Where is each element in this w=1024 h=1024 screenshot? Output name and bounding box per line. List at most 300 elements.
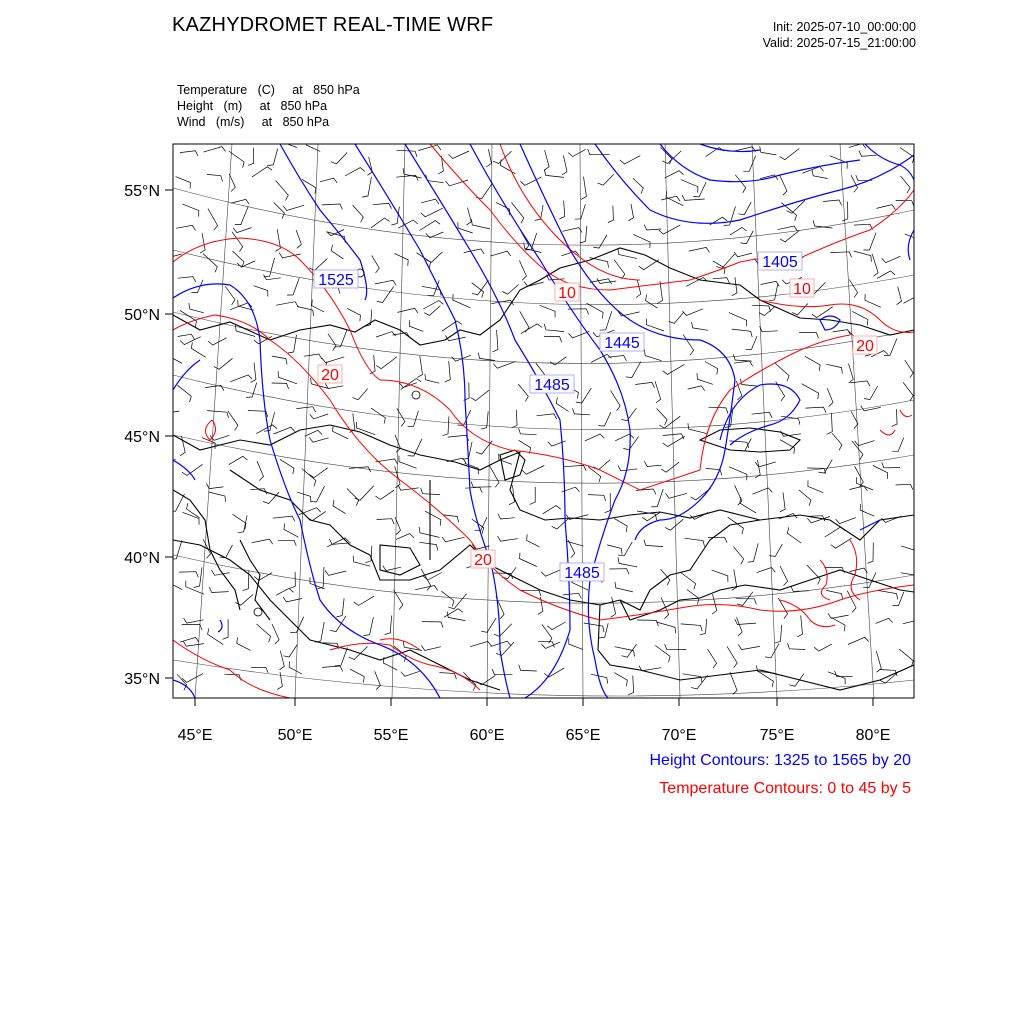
wind-barb xyxy=(267,149,277,166)
wind-barb xyxy=(399,456,417,469)
wind-barb xyxy=(780,566,788,586)
wind-barb xyxy=(421,646,441,651)
wind-barb xyxy=(453,294,471,308)
wind-barb xyxy=(896,484,913,490)
wind-barb xyxy=(315,622,324,642)
wind-barb xyxy=(665,171,684,178)
wind-barb xyxy=(827,413,833,434)
wind-barb xyxy=(646,295,658,309)
wind-barb xyxy=(233,514,247,529)
wind-barb xyxy=(608,206,614,223)
wind-barb xyxy=(471,482,491,488)
wind-barb xyxy=(304,354,322,359)
wind-barb xyxy=(681,624,703,631)
wind-barb xyxy=(376,357,397,369)
wind-barb xyxy=(520,311,529,332)
wind-barb xyxy=(732,277,737,296)
wind-barb xyxy=(229,174,235,192)
wind-barb xyxy=(738,202,751,215)
wind-barb xyxy=(544,337,562,343)
wind-barb xyxy=(352,389,367,400)
temperature-contour-legend: Temperature Contours: 0 to 45 by 5 xyxy=(659,780,911,797)
wind-barb xyxy=(200,233,205,253)
wind-barb xyxy=(655,381,661,403)
lon-label-70: 70°E xyxy=(661,727,697,744)
wind-barb xyxy=(354,596,375,605)
wind-barb xyxy=(512,203,524,224)
wind-barb xyxy=(807,565,820,585)
wind-barb xyxy=(818,460,832,474)
temperature-contour-labels xyxy=(318,279,877,569)
wind-barb xyxy=(180,151,198,156)
temperature-label-20-south: 20 xyxy=(474,552,492,569)
wind-barb xyxy=(792,304,808,315)
wind-barb xyxy=(639,666,661,671)
wind-barb xyxy=(689,247,710,252)
wind-barb xyxy=(248,148,254,166)
wind-barb xyxy=(728,517,744,534)
wind-barb xyxy=(458,222,473,233)
wind-barb xyxy=(644,461,661,466)
wind-barb xyxy=(618,542,632,556)
wind-barb xyxy=(852,311,868,325)
wind-barb xyxy=(498,536,518,541)
wind-barb xyxy=(752,412,772,417)
wind-barb xyxy=(775,625,782,643)
wind-barb xyxy=(621,408,636,421)
wind-barb xyxy=(401,671,420,676)
wind-barb xyxy=(540,305,556,317)
wind-barb xyxy=(857,477,874,490)
wind-barb xyxy=(375,671,381,689)
wind-barb xyxy=(397,150,418,157)
wind-barb xyxy=(375,280,396,285)
wind-barb xyxy=(207,411,229,418)
wind-barb xyxy=(688,423,708,434)
wind-barb xyxy=(568,149,586,156)
wind-barb xyxy=(502,284,518,294)
wind-barb xyxy=(636,280,641,298)
wind-barb xyxy=(541,642,560,648)
wind-barb xyxy=(644,225,661,230)
wind-barb xyxy=(183,641,204,646)
wind-barb xyxy=(808,480,823,492)
wind-barb xyxy=(877,271,895,279)
wind-barb xyxy=(423,301,443,310)
temperature-label-20-east: 20 xyxy=(856,338,874,355)
wind-barb xyxy=(705,362,718,375)
wind-barb xyxy=(287,278,299,295)
wind-barb xyxy=(310,414,328,419)
wind-barb xyxy=(760,326,778,332)
wind-barb xyxy=(225,286,235,304)
wind-barb xyxy=(832,433,842,450)
wind-barb xyxy=(827,388,833,406)
wind-barb xyxy=(419,145,441,150)
wind-barb xyxy=(335,648,347,666)
wind-barb xyxy=(584,623,604,632)
wind-barb xyxy=(587,303,604,318)
wind-barb xyxy=(863,233,876,250)
wind-barb xyxy=(205,385,224,390)
wind-barb xyxy=(740,497,756,513)
wind-barb xyxy=(605,493,611,513)
wind-barb xyxy=(633,235,650,249)
wind-barb xyxy=(371,218,390,228)
wind-barb xyxy=(765,644,779,658)
wind-barb xyxy=(327,538,349,547)
wind-barb xyxy=(855,466,864,487)
wind-barb xyxy=(663,364,685,374)
wind-barb xyxy=(421,208,443,217)
wind-barb xyxy=(787,527,801,543)
wind-barb xyxy=(169,577,183,590)
wind-barb xyxy=(376,490,395,499)
wind-barb xyxy=(769,283,778,301)
wind-barb xyxy=(297,492,311,502)
wind-barb xyxy=(498,514,515,519)
wind-barb xyxy=(620,156,640,164)
wind-barb xyxy=(799,490,811,506)
wind-barb xyxy=(848,637,869,644)
wind-barb xyxy=(544,150,549,170)
height-contour-legend: Height Contours: 1325 to 1565 by 20 xyxy=(649,752,911,769)
wind-barb xyxy=(830,252,851,257)
wind-barb xyxy=(309,468,328,478)
wind-barb xyxy=(518,384,528,401)
wind-barb xyxy=(415,586,438,591)
wind-barb xyxy=(732,329,752,337)
wind-barb xyxy=(320,178,337,183)
wind-barb xyxy=(598,175,614,186)
wind-barb xyxy=(493,151,511,164)
wind-barb xyxy=(828,672,845,685)
wind-barb xyxy=(657,409,668,426)
wind-barb xyxy=(208,628,224,644)
wind-barb xyxy=(494,624,512,637)
wind-barb xyxy=(458,410,471,425)
wind-barb xyxy=(734,252,752,257)
wind-barb xyxy=(645,350,662,361)
height-label-1405: 1405 xyxy=(762,254,798,271)
wind-barb xyxy=(472,283,484,298)
wind-barb xyxy=(882,462,900,468)
wind-barb xyxy=(347,489,359,506)
wind-barb xyxy=(207,174,223,181)
wind-barb xyxy=(633,178,643,193)
wind-barb xyxy=(626,362,641,378)
wind-barb xyxy=(465,487,482,493)
wind-barb xyxy=(872,254,878,276)
wind-barb xyxy=(257,624,271,642)
wind-barb xyxy=(464,249,485,254)
wind-barb xyxy=(729,467,747,481)
wind-barb xyxy=(425,374,439,383)
wind-barb xyxy=(905,360,913,378)
wind-barb xyxy=(544,668,564,677)
wind-barb xyxy=(556,397,568,411)
wind-barb xyxy=(325,571,346,576)
wind-barb xyxy=(737,617,743,636)
wind-barb xyxy=(423,573,441,581)
wind-barb xyxy=(712,570,728,582)
wind-barb xyxy=(385,616,392,635)
wind-barb xyxy=(778,226,798,231)
wind-barb xyxy=(665,519,683,530)
wind-barb xyxy=(666,493,688,498)
wind-barb xyxy=(276,302,298,307)
wind-barb xyxy=(296,230,301,248)
wind-barb xyxy=(611,391,621,411)
wind-barb xyxy=(471,390,489,400)
wind-barb xyxy=(336,598,344,617)
wind-barb xyxy=(780,231,800,242)
wind-barb xyxy=(257,461,264,480)
wind-barb xyxy=(252,167,272,177)
wind-barb xyxy=(417,253,431,268)
wind-barb xyxy=(609,569,629,575)
wind-barb xyxy=(170,494,185,511)
wind-barb xyxy=(383,566,401,571)
wind-barb xyxy=(899,649,913,666)
wind-barb xyxy=(864,386,878,400)
wind-barb xyxy=(280,651,285,670)
wind-barb xyxy=(791,586,809,592)
wind-barb xyxy=(544,324,564,332)
wind-barb xyxy=(831,538,852,548)
wind-barb xyxy=(371,408,385,423)
wind-barb xyxy=(254,573,272,581)
wind-barb xyxy=(272,624,279,644)
wind-barb xyxy=(615,582,633,592)
wind-barb xyxy=(708,649,717,668)
wind-barb xyxy=(362,177,371,197)
field-wind: Wind (m/s) at 850 hPa xyxy=(177,115,330,129)
wind-barb xyxy=(877,590,898,599)
wind-barb xyxy=(176,177,191,189)
wind-barb xyxy=(442,321,462,331)
wind-barb xyxy=(509,485,514,504)
wind-barb xyxy=(396,534,414,540)
wind-barb xyxy=(598,412,610,426)
wind-barb xyxy=(548,441,566,446)
wind-barb xyxy=(237,637,251,650)
wind-barb xyxy=(688,386,705,391)
wind-barb xyxy=(322,357,344,363)
wind-barb xyxy=(470,641,491,646)
wind-barb xyxy=(373,203,392,208)
wind-barb xyxy=(637,620,659,626)
wind-barb xyxy=(585,434,605,441)
wind-barb xyxy=(563,593,582,598)
wind-barb xyxy=(805,407,826,413)
wind-barb xyxy=(278,371,297,384)
wind-barb xyxy=(635,382,654,387)
wind-barb xyxy=(623,436,638,449)
wind-barb xyxy=(472,280,489,295)
wind-barb xyxy=(788,643,806,649)
wind-barb xyxy=(157,409,180,414)
wind-barb xyxy=(182,204,199,217)
wind-barb xyxy=(538,641,554,647)
wind-barb xyxy=(760,146,777,155)
wind-barb xyxy=(478,353,495,361)
wind-barb xyxy=(739,438,752,451)
wind-barb xyxy=(530,487,536,505)
wind-barb xyxy=(541,570,560,576)
wind-barb xyxy=(826,364,842,373)
wind-barb xyxy=(659,416,680,428)
wind-barb xyxy=(683,334,694,355)
wind-barb xyxy=(203,147,225,152)
wind-barb xyxy=(357,422,376,435)
wind-barb xyxy=(564,465,586,470)
wind-barb xyxy=(275,229,280,251)
wind-barb xyxy=(876,651,881,672)
wind-barb xyxy=(850,381,870,386)
wind-barb xyxy=(233,228,252,233)
wind-barb xyxy=(256,425,277,434)
wind-barb xyxy=(276,588,294,595)
wind-barb xyxy=(372,255,380,273)
height-label-1445: 1445 xyxy=(604,335,640,352)
wind-barb xyxy=(329,539,351,544)
wind-barb xyxy=(761,281,780,286)
lon-label-50: 50°E xyxy=(277,727,313,744)
wind-barb xyxy=(305,430,322,436)
wind-barb xyxy=(448,151,469,159)
wind-barb xyxy=(364,617,374,635)
wind-barb xyxy=(735,175,745,193)
wind-barb xyxy=(237,261,255,267)
wind-barb xyxy=(802,384,819,400)
wind-barb xyxy=(852,441,863,460)
wind-barb xyxy=(520,553,537,567)
wind-barb xyxy=(814,644,832,651)
wind-barb xyxy=(235,206,249,224)
wind-barb xyxy=(697,373,713,384)
wind-barb xyxy=(812,170,828,179)
wind-barb xyxy=(614,673,627,687)
wind-barb xyxy=(780,492,785,512)
wind-barb xyxy=(693,182,706,197)
wind-barb xyxy=(191,342,205,357)
wind-barb xyxy=(476,183,493,199)
wind-barb xyxy=(377,519,395,525)
wind-barb xyxy=(833,330,851,335)
wind-barb xyxy=(892,438,904,452)
init-time: Init: 2025-07-10_00:00:00 xyxy=(772,20,916,34)
wind-barb xyxy=(272,356,287,364)
wind-barb xyxy=(799,332,818,338)
wind-barb xyxy=(569,638,583,650)
map-title: KAZHYDROMET REAL-TIME WRF xyxy=(172,14,494,36)
wind-barb xyxy=(588,495,606,501)
wind-barb xyxy=(805,356,820,371)
wind-barb xyxy=(254,286,268,297)
wind-barb xyxy=(421,199,439,204)
wind-barb xyxy=(481,618,496,632)
wind-barb xyxy=(309,437,328,442)
wind-barb xyxy=(178,385,192,402)
wind-barb xyxy=(854,224,873,230)
wind-barb xyxy=(214,358,233,369)
wind-barb xyxy=(289,661,302,674)
wind-barb xyxy=(563,228,583,233)
wind-barb xyxy=(867,542,873,563)
wind-barb xyxy=(274,203,285,219)
graticule-parallels xyxy=(173,188,914,696)
wind-barb xyxy=(687,590,699,605)
wind-barb xyxy=(233,251,245,268)
wind-barb xyxy=(419,542,437,550)
wind-barb xyxy=(246,383,257,398)
wind-barb xyxy=(283,645,297,658)
wind-barb xyxy=(447,612,465,621)
wind-barb xyxy=(345,168,365,176)
wind-barb xyxy=(419,221,440,231)
wind-barb xyxy=(544,170,564,178)
wind-barb xyxy=(419,527,439,538)
wind-barb xyxy=(272,383,289,389)
wind-barb xyxy=(331,153,347,164)
wind-barb xyxy=(903,620,920,625)
wind-barb xyxy=(223,619,229,639)
wind-barb xyxy=(397,308,418,313)
wind-barb xyxy=(208,209,218,231)
wind-barb xyxy=(333,500,346,514)
wind-barb xyxy=(893,592,904,606)
wind-barb xyxy=(734,361,753,366)
wind-barb xyxy=(325,383,343,388)
wind-barb xyxy=(398,485,419,490)
wind-barb xyxy=(734,547,744,565)
wind-barb xyxy=(738,644,760,649)
wind-barb xyxy=(628,676,633,695)
wind-barb xyxy=(180,337,201,345)
wind-barb xyxy=(182,624,202,630)
wind-barb xyxy=(562,155,567,175)
wind-barb xyxy=(740,379,757,386)
wind-barb xyxy=(322,666,343,671)
lon-label-65: 65°E xyxy=(565,727,601,744)
wind-barb xyxy=(290,617,303,633)
wind-barb xyxy=(897,287,902,305)
wind-barb xyxy=(441,591,454,606)
wind-barb xyxy=(663,436,685,446)
wind-barb xyxy=(519,428,537,435)
wind-barb xyxy=(865,294,881,307)
wind-barb xyxy=(849,364,854,383)
field-height: Height (m) at 850 hPa xyxy=(177,99,328,113)
wind-barb xyxy=(442,537,465,542)
lon-label-75: 75°E xyxy=(759,727,795,744)
wind-barb xyxy=(409,320,423,331)
wind-barb xyxy=(615,434,634,441)
wind-barb xyxy=(661,462,679,472)
wind-barb xyxy=(284,523,299,537)
height-label-1485-south: 1485 xyxy=(564,565,600,582)
wind-barb xyxy=(521,324,542,334)
wind-barb xyxy=(179,572,198,578)
wind-barb xyxy=(682,195,705,200)
wind-barb xyxy=(748,543,759,562)
wind-barb xyxy=(618,557,637,567)
wind-barb xyxy=(194,567,202,587)
wind-barb xyxy=(353,556,370,566)
wind-barb xyxy=(854,251,872,262)
wind-barb xyxy=(376,332,396,337)
